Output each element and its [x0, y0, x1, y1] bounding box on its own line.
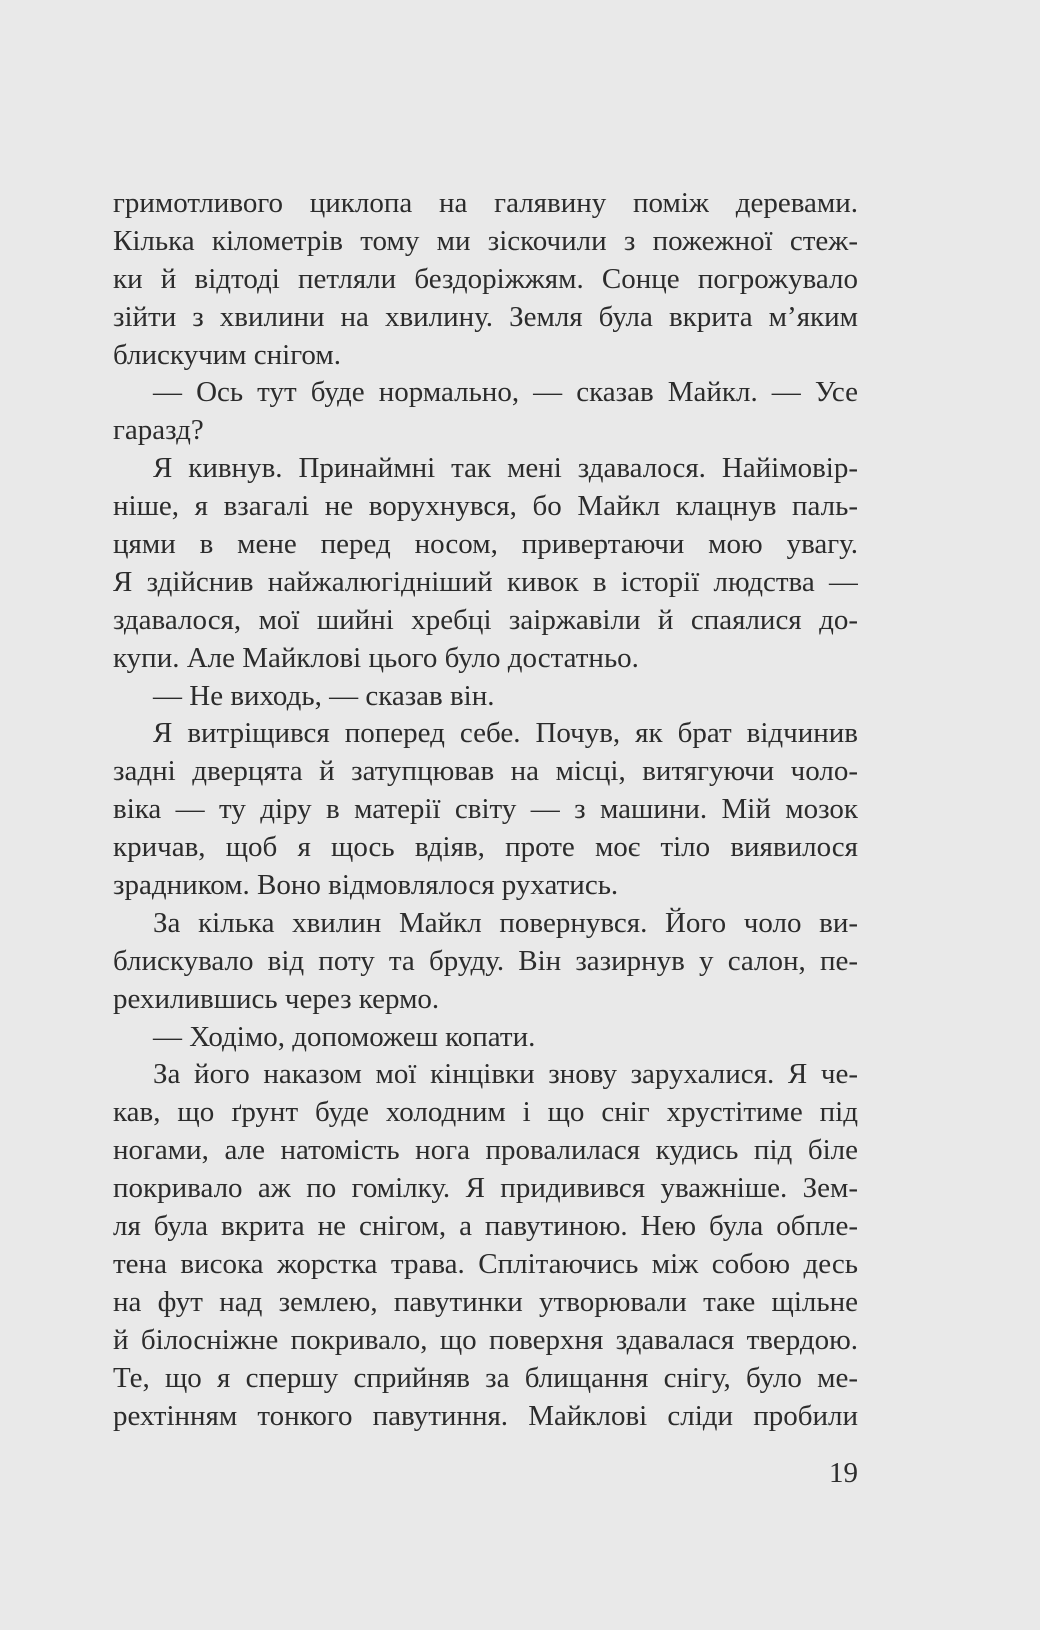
page-number: 19: [829, 1457, 858, 1489]
text-line: рехтінням тонкого павутиння. Майклові сліди пробили: [113, 1399, 858, 1432]
text-line: Я витріщився поперед себе. Почув, як брат відчинив: [153, 717, 858, 750]
text-line: зрадником. Воно відмовлялося рухатись.: [113, 869, 619, 902]
text-line: ки й відтоді петляли бездоріжжям. Сонце погрожувало: [113, 262, 858, 295]
text-line: гримотливого циклопа на галявину поміж деревами.: [113, 187, 858, 219]
text-line: кав, що ґрунт буде холодним і що сніг хрустітиме під: [113, 1096, 858, 1129]
page-text: [113, 185, 858, 1435]
text-line: блискучим снігом.: [113, 338, 341, 371]
text-line: Кілька кілометрів тому ми зіскочили з пожежної стеж-: [113, 224, 858, 257]
text-line: За його наказом мої кінцівки знову зарухалися. Я че-: [153, 1058, 858, 1091]
text-line: цями в мене перед носом, привертаючи мою увагу.: [113, 528, 858, 561]
text-line: ногами, але натомість нога провалилася кудись під біле: [113, 1134, 858, 1167]
text-line: Те, що я спершу сприйняв за блищання снігу, було ме-: [113, 1361, 858, 1394]
text-line: ніше, я взагалі не ворухнувся, бо Майкл клацнув паль-: [113, 490, 858, 523]
text-line: гаразд?: [113, 414, 204, 447]
text-line: — Ходімо, допоможеш копати.: [153, 1020, 536, 1053]
text-line: блискувало від поту та бруду. Він зазирнув у салон, пе-: [113, 944, 858, 977]
text-line: зійти з хвилини на хвилину. Земля була вкрита м’яким: [113, 300, 858, 333]
text-line: на фут над землею, павутинки утворювали таке щільне: [113, 1285, 858, 1318]
text-line: — Ось тут буде нормально, — сказав Майкл. — Усе: [153, 376, 858, 409]
text-line: кричав, щоб я щось вдіяв, проте моє тіло виявилося: [113, 831, 858, 864]
text-line: рехилившись через кермо.: [113, 982, 440, 1015]
text-line: тена висока жорстка трава. Сплітаючись між собою десь: [113, 1247, 858, 1280]
text-line: ля була вкрита не снігом, а павутиною. Нею була обпле-: [113, 1210, 858, 1243]
text-line: й білосніжне покривало, що поверхня здавалася твердою.: [113, 1323, 858, 1356]
text-line: купи. Але Майклові цього було достатньо.: [113, 641, 639, 674]
text-line: Я кивнув. Принаймні так мені здавалося. Найімовір-: [153, 452, 858, 485]
text-line: здавалося, мої шийні хребці заіржавіли й спаялися до-: [113, 603, 858, 636]
text-line: — Не виходь, — сказав він.: [153, 679, 495, 712]
text-line: Я здійснив найжалюгідніший кивок в історії людства —: [113, 565, 858, 598]
text-line: віка — ту діру в матерії світу — з машини. Мій мозок: [113, 793, 858, 826]
text-line: задні дверцята й затупцював на місці, витягуючи чоло-: [113, 755, 858, 788]
text-line: За кілька хвилин Майкл повернувся. Його чоло ви-: [153, 906, 858, 939]
text-line: покривало аж по гомілку. Я придивився уважніше. Зем-: [113, 1172, 858, 1205]
